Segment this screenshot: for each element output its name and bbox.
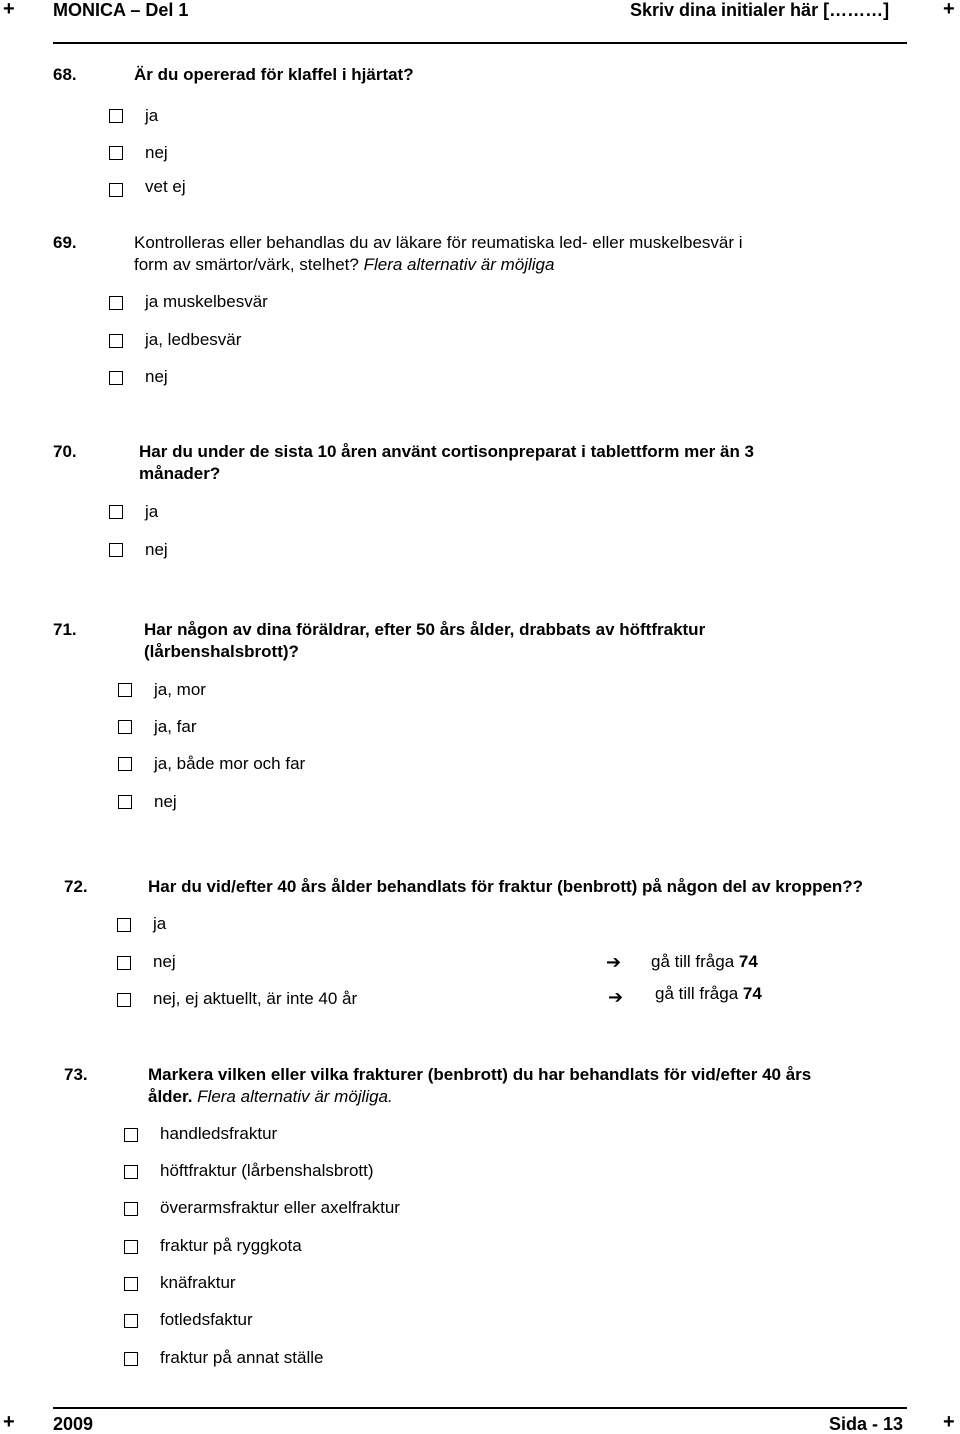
option-label: ja: [145, 106, 159, 125]
question-text-line2: ålder. Flera alternativ är möjliga.: [148, 1087, 393, 1106]
checkbox-73-hoft[interactable]: [124, 1165, 138, 1179]
checkbox-72-ej-aktuellt[interactable]: [117, 993, 131, 1007]
crop-mark-top-right: +: [943, 0, 955, 20]
checkbox-70-ja[interactable]: [109, 505, 123, 519]
checkbox-73-kna[interactable]: [124, 1277, 138, 1291]
skip-instruction: gå till fråga 74: [651, 952, 758, 971]
question-text-line1: Har någon av dina föräldrar, efter 50 års ålder, drabbats av höftfraktur: [144, 620, 706, 639]
question-text: Har du vid/efter 40 års ålder behandlats för fraktur (benbrott) på någon del av kroppen??: [148, 877, 864, 896]
checkbox-72-nej[interactable]: [117, 956, 131, 970]
header-initials: Skriv dina initialer här [………]: [630, 0, 890, 20]
header-rule: [53, 42, 907, 44]
option-label: ja, far: [154, 717, 197, 736]
question-text-line1: Markera vilken eller vilka frakturer (benbrott) du har behandlats för vid/efter 40 års: [148, 1065, 812, 1084]
checkbox-73-overarm[interactable]: [124, 1202, 138, 1216]
checkbox-68-vet-ej[interactable]: [109, 183, 123, 197]
checkbox-71-bada[interactable]: [118, 757, 132, 771]
checkbox-70-nej[interactable]: [109, 543, 123, 557]
option-label: nej: [154, 792, 177, 811]
option-label: nej: [145, 540, 168, 559]
checkbox-73-ryggkota[interactable]: [124, 1240, 138, 1254]
checkbox-68-nej[interactable]: [109, 146, 123, 160]
checkbox-69-nej[interactable]: [109, 371, 123, 385]
footer-rule: [53, 1407, 907, 1409]
checkbox-71-nej[interactable]: [118, 795, 132, 809]
option-label: ja: [145, 502, 159, 521]
checkbox-73-annat[interactable]: [124, 1352, 138, 1366]
option-label: ja: [153, 914, 167, 933]
option-label: ja, ledbesvär: [145, 330, 242, 349]
crop-mark-top-left: +: [3, 0, 15, 20]
crop-mark-bottom-left: +: [3, 1411, 15, 1433]
question-note: Flera alternativ är möjliga: [363, 255, 555, 274]
option-label: nej, ej aktuellt, är inte 40 år: [153, 989, 358, 1008]
checkbox-73-fotled[interactable]: [124, 1314, 138, 1328]
question-text-line1: Har du under de sista 10 åren använt cortisonpreparat i tablettform mer än 3: [139, 442, 755, 461]
checkbox-69-muskel[interactable]: [109, 296, 123, 310]
question-number: 71.: [53, 620, 77, 639]
question-number: 70.: [53, 442, 77, 461]
option-label: nej: [145, 367, 168, 386]
question-number: 69.: [53, 233, 77, 252]
checkbox-72-ja[interactable]: [117, 918, 131, 932]
option-label: överarmsfraktur eller axelfraktur: [160, 1198, 400, 1217]
option-label: handledsfraktur: [160, 1124, 278, 1143]
footer-page-number: Sida - 13: [829, 1414, 904, 1434]
option-label: ja, mor: [154, 680, 206, 699]
arrow-right-icon: ➔: [606, 952, 622, 972]
header-title: MONICA – Del 1: [53, 0, 189, 20]
option-label: ja, både mor och far: [154, 754, 306, 773]
checkbox-68-ja[interactable]: [109, 109, 123, 123]
option-label: vet ej: [145, 177, 186, 196]
option-label: ja muskelbesvär: [145, 292, 268, 311]
question-text: Är du opererad för klaffel i hjärtat?: [134, 65, 414, 84]
option-label: nej: [153, 952, 176, 971]
option-label: knäfraktur: [160, 1273, 236, 1292]
question-text-line1: Kontrolleras eller behandlas du av läkare för reumatiska led- eller muskelbesvär i: [134, 233, 743, 252]
question-number: 68.: [53, 65, 77, 84]
checkbox-69-led[interactable]: [109, 334, 123, 348]
question-text-line2: månader?: [139, 464, 221, 483]
question-note: Flera alternativ är möjliga.: [197, 1087, 393, 1106]
question-number: 72.: [64, 877, 88, 896]
crop-mark-bottom-right: +: [943, 1411, 955, 1433]
arrow-right-icon: ➔: [608, 987, 624, 1007]
option-label: fraktur på annat ställe: [160, 1348, 324, 1367]
option-label: fotledsfaktur: [160, 1310, 253, 1329]
checkbox-73-handled[interactable]: [124, 1128, 138, 1142]
option-label: fraktur på ryggkota: [160, 1236, 302, 1255]
question-text-line2: form av smärtor/värk, stelhet? Flera alternativ är möjliga: [134, 255, 555, 274]
skip-instruction: gå till fråga 74: [655, 984, 762, 1003]
checkbox-71-mor[interactable]: [118, 683, 132, 697]
option-label: höftfraktur (lårbenshalsbrott): [160, 1161, 374, 1180]
question-number: 73.: [64, 1065, 88, 1084]
question-text-line2: (lårbenshalsbrott)?: [144, 642, 299, 661]
footer-year: 2009: [53, 1414, 94, 1434]
checkbox-71-far[interactable]: [118, 720, 132, 734]
option-label: nej: [145, 143, 168, 162]
